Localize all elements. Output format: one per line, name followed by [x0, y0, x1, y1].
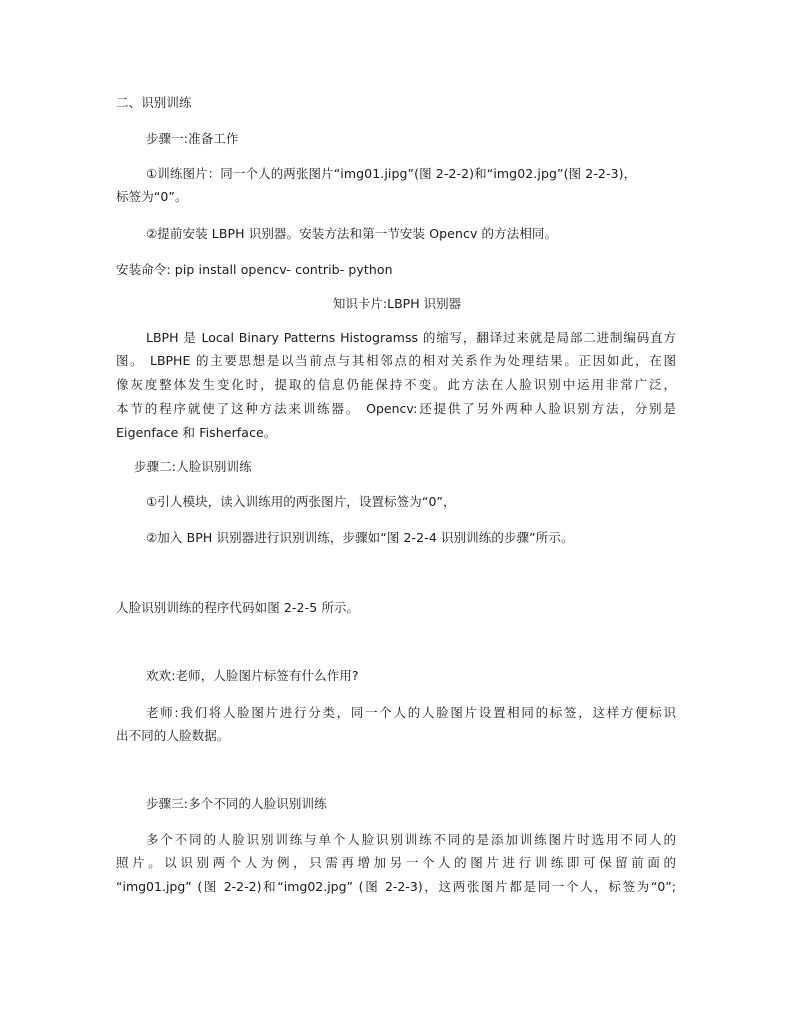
step1-item2: ②提前安装 LBPH 识别器。安装方法和第一节安装 Opencv 的方法相同。: [146, 226, 558, 241]
knowledge-card-line: 本节的程序就使了这种方法来训练器。 Opencv:还提供了另外两种人脸识别方法，分别是: [116, 401, 676, 416]
dialogue-huanhuan: 欢欢:老师，人脸图片标签有什么作用?: [146, 668, 359, 683]
dialogue-teacher-line2: 出不同的人脸数据。: [116, 728, 230, 743]
install-command: 安装命令: pip install opencv- contrib- python: [116, 262, 393, 277]
step3-line: 照片。以识别两个人为例，只需再增加另一个人的图片进行训练即可保留前面的: [116, 855, 676, 870]
step1-item1-line1: ①训练图片：同一个人的两张图片“img01.jipg”(图 2-2-2)和“img02.jpg”(图 2-2-3)，: [146, 166, 637, 181]
step3-line: 多个不同的人脸识别训练与单个人脸识别训练不同的是添加训练图片时选用不同人的: [146, 832, 676, 847]
step3-heading: 步骤三:多个不同的人脸识别训练: [146, 796, 327, 811]
knowledge-card-line: 像灰度整体发生变化时，提取的信息仍能保持不变。此方法在人脸识别中运用非常广泛，: [116, 377, 676, 392]
step2-item2: ②加入 BPH 识别器进行识别训练，步骤如“图 2-2-4 识别训练的步骤”所示。: [146, 530, 574, 545]
knowledge-card-line: Eigenface 和 Fisherface。: [116, 425, 277, 440]
step2-heading: 步骤二:人脸识别训练: [134, 459, 252, 474]
code-note: 人脸识别训练的程序代码如图 2-2-5 所示。: [116, 600, 360, 615]
knowledge-card-title: 知识卡片:LBPH 识别器: [332, 296, 462, 311]
step1-item1-line2: 标签为“0”。: [116, 189, 188, 204]
dialogue-teacher-line1: 老师:我们将人脸图片进行分类，同一个人的人脸图片设置相同的标签，这样方便标识: [146, 705, 676, 720]
knowledge-card-line: LBPH 是 Local Binary Patterns Histogramss 的缩写，翻译过来就是局部二进制编码直方: [146, 330, 676, 345]
step1-heading: 步骤一:准备工作: [146, 131, 239, 146]
step3-line: “img01.jpg” (图 2-2-2)和“img02.jpg” (图 2-2-3)，这两张图片都是同一个人，标签为“0”;: [116, 879, 676, 894]
knowledge-card-line: 图。 LBPHE 的主要思想是以当前点与其相邻点的相对关系作为处理结果。正因如此，在图: [116, 353, 676, 368]
section-title: 二、识别训练: [116, 95, 192, 110]
step2-item1: ①引人模块，读入训练用的两张图片，设置标签为“0”，: [146, 494, 456, 509]
